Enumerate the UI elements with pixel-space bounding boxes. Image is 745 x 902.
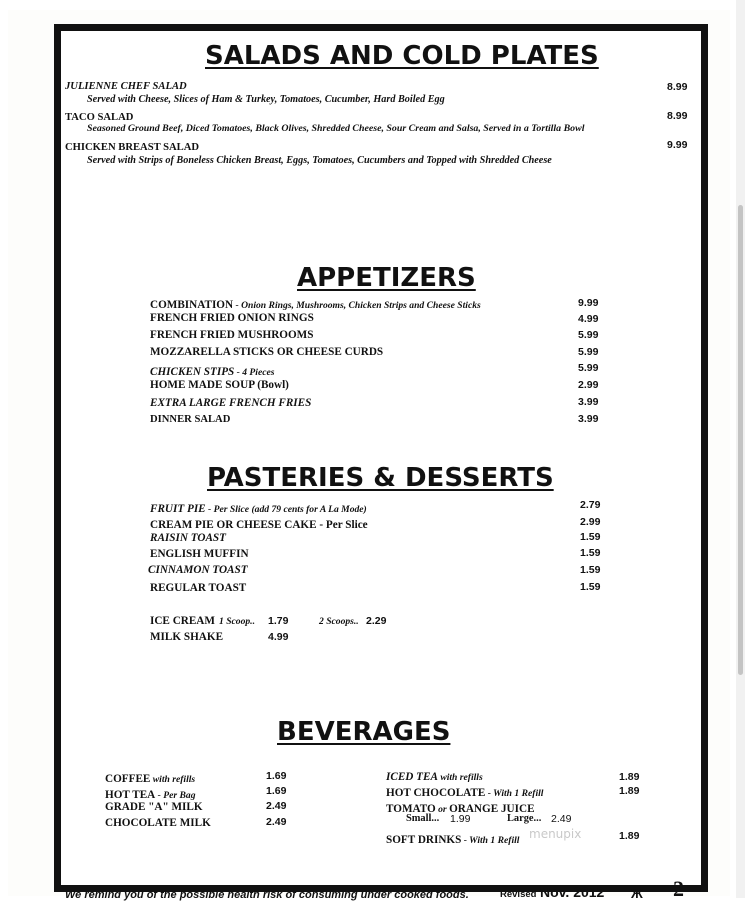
health-notice: We remind you of the possible health risk of consuming under cooked foods. [65, 889, 469, 901]
item-name: HOT CHOCOLATE [386, 787, 486, 799]
item-note: with refills [437, 772, 483, 783]
item-price: 3.99 [578, 396, 599, 408]
item-name: FRENCH FRIED ONION RINGS [150, 312, 314, 324]
item-name: RAISIN TOAST [150, 532, 226, 544]
item-price: 5.99 [578, 329, 599, 341]
menu-item-name: JULIENNE CHEF SALAD [65, 81, 187, 92]
page-number: 2 [673, 876, 684, 901]
scrollbar-track[interactable] [736, 0, 745, 898]
item-name: FRUIT PIE [150, 503, 206, 515]
item-price: 2.99 [580, 516, 601, 528]
desserts-heading: PASTERIES & DESSERTS [207, 463, 554, 493]
appetizers-heading: APPETIZERS [297, 263, 476, 293]
ice-cream-two-scoops: 2 Scoops.. [319, 616, 359, 627]
item-name: HOT TEA [105, 789, 156, 801]
menu-item-price: 8.99 [667, 81, 688, 93]
menu-frame [54, 24, 708, 901]
item-price: 2.49 [266, 816, 287, 828]
beverage-item [386, 830, 519, 848]
item-price: 1.89 [619, 771, 640, 783]
menu-item-name: TACO SALAD [65, 112, 134, 123]
menu-item-description: Seasoned Ground Beef, Diced Tomatoes, Black Olives, Shredded Cheese, Sour Cream and Salsa, Served in a Tortilla Bowl [87, 123, 585, 134]
juice-large-price: 2.49 [551, 813, 572, 825]
menu-item-description: Served with Strips of Boneless Chicken Breast, Eggs, Tomatoes, Cucumbers and Topped with Shredded Cheese [87, 155, 552, 166]
item-price: 4.99 [578, 313, 599, 325]
item-price: 2.79 [580, 499, 601, 511]
item-note: - Per Slice (add 79 cents for A La Mode) [205, 504, 367, 515]
item-name: HOME MADE SOUP (Bowl) [150, 379, 289, 391]
ice-cream-one-price: 1.79 [268, 615, 289, 627]
revision-mark: Ж [631, 886, 643, 901]
item-name: REGULAR TOAST [150, 582, 247, 594]
item-note: - Onion Rings, Mushrooms, Chicken Strips and Cheese Sticks [233, 300, 481, 311]
item-price: 3.99 [578, 413, 599, 425]
item-note: or [435, 804, 450, 815]
item-name: MOZZARELLA STICKS OR CHEESE CURDS [150, 346, 384, 358]
menu-item-name: CHICKEN BREAST SALAD [65, 142, 200, 153]
item-note: - Per Slice [316, 519, 368, 531]
item-price: 5.99 [578, 346, 599, 358]
ice-cream-one-scoop: 1 Scoop.. [219, 616, 255, 627]
menu-item-price: 8.99 [667, 110, 688, 122]
item-name: CINNAMON TOAST [148, 564, 248, 576]
item-price: 1.59 [580, 581, 601, 593]
juice-small-price: 1.99 [450, 813, 471, 825]
item-name: CREAM PIE OR CHEESE CAKE [150, 519, 317, 531]
item-note: with refills [150, 774, 196, 785]
watermark: menupix [529, 827, 582, 841]
item-price: 2.99 [578, 379, 599, 391]
item-name: SOFT DRINKS [386, 834, 462, 846]
item-price: 1.89 [619, 830, 640, 842]
menu-item-description: Served with Cheese, Slices of Ham & Turkey, Tomatoes, Cucumber, Hard Boiled Egg [87, 94, 445, 105]
item-name-second: ORANGE JUICE [449, 803, 535, 815]
item-price: 1.69 [266, 785, 287, 797]
juice-small-label: Small... [406, 813, 440, 824]
item-price: 5.99 [578, 362, 599, 374]
menu-item-price: 9.99 [667, 139, 688, 151]
item-name: COFFEE [105, 773, 151, 785]
milk-shake-name: MILK SHAKE [150, 631, 224, 643]
item-name: FRENCH FRIED MUSHROOMS [150, 329, 314, 341]
item-name: EXTRA LARGE FRENCH FRIES [150, 397, 312, 409]
salads-heading: SALADS AND COLD PLATES [205, 41, 599, 71]
item-price: 1.59 [580, 564, 601, 576]
item-note: - Per Bag [155, 790, 196, 801]
item-price: 1.69 [266, 770, 287, 782]
appetizer-item [150, 295, 481, 313]
revised-label: Revised [500, 889, 537, 900]
item-price: 2.49 [266, 800, 287, 812]
item-note: - With 1 Refill [461, 835, 520, 846]
juice-large-label: Large... [507, 813, 542, 824]
item-price: 1.89 [619, 785, 640, 797]
item-note: - With 1 Refill [485, 788, 544, 799]
item-name: DINNER SALAD [150, 414, 231, 425]
scrollbar-thumb[interactable] [738, 205, 743, 675]
item-price: 1.59 [580, 531, 601, 543]
ice-cream-two-price: 2.29 [366, 615, 387, 627]
revised-date: Nov. 2012 [540, 884, 605, 900]
item-price: 1.59 [580, 547, 601, 559]
beverages-heading: BEVERAGES [277, 717, 451, 747]
item-price: 9.99 [578, 297, 599, 309]
item-name: COMBINATION [150, 299, 234, 311]
appetizer-item [150, 362, 274, 380]
item-name: TOMATO [386, 803, 436, 815]
item-note: - 4 Pieces [234, 367, 275, 378]
item-name: CHICKEN STIPS [150, 366, 235, 378]
item-name: GRADE "A" MILK [105, 801, 203, 813]
item-name: ENGLISH MUFFIN [150, 548, 249, 560]
scanned-page [8, 10, 730, 901]
item-name: CHOCOLATE MILK [105, 817, 211, 829]
milk-shake-price: 4.99 [268, 631, 289, 643]
dessert-item [150, 515, 368, 533]
item-name: ICED TEA [386, 771, 438, 783]
ice-cream-name: ICE CREAM [150, 615, 215, 627]
